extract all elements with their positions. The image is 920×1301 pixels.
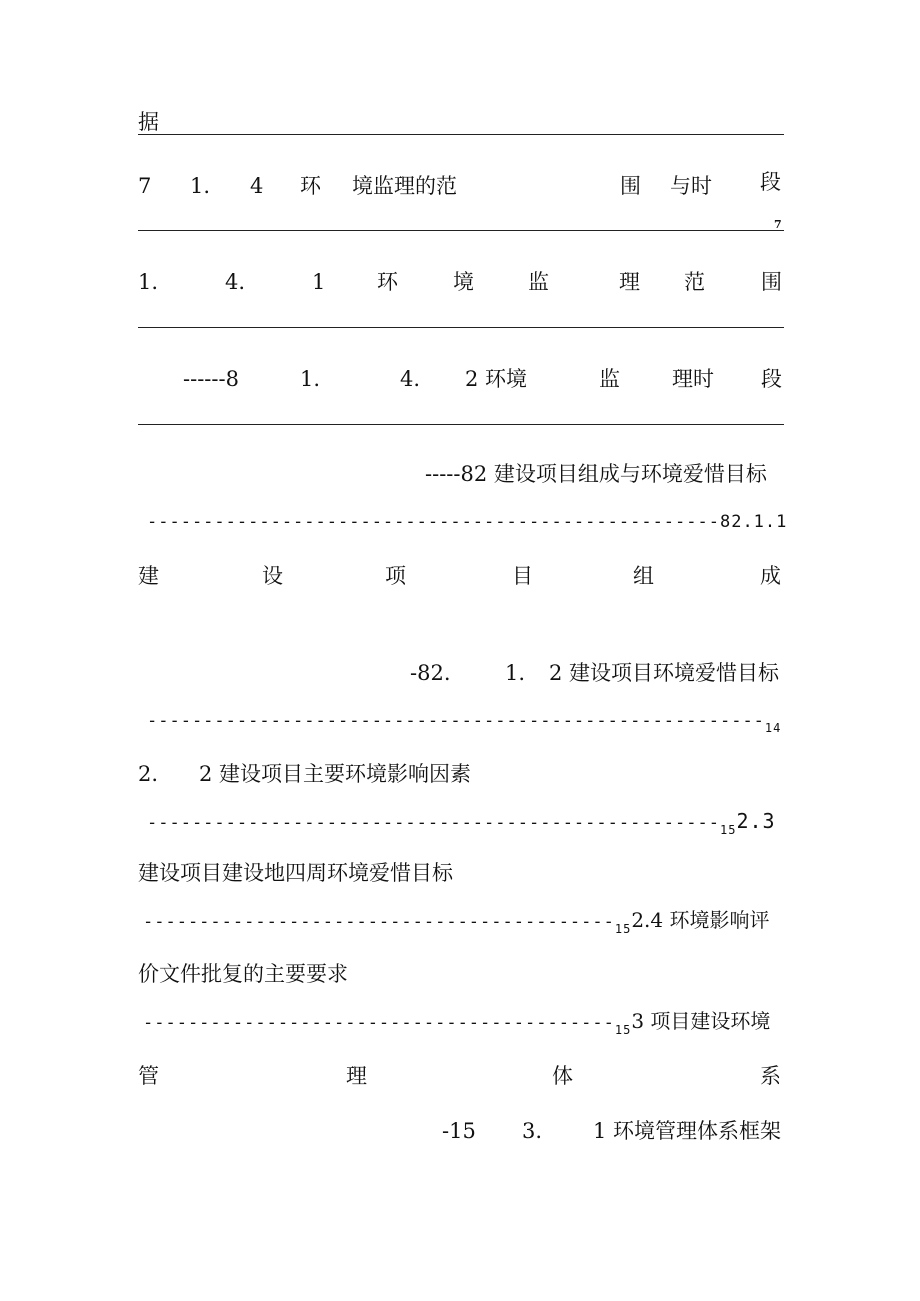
toc-text: 据 xyxy=(138,110,159,134)
toc-text: 1. xyxy=(505,661,526,685)
toc-text: 设 xyxy=(262,564,283,588)
toc-text: 2.4 环境影响评 xyxy=(631,908,770,932)
toc-page-number: 15 xyxy=(614,922,632,936)
toc-text: 段 xyxy=(760,170,781,194)
toc-leader: ------------------------------------------------------- xyxy=(147,711,765,731)
toc-text: 管 xyxy=(138,1064,159,1088)
toc-text: 组 xyxy=(633,564,654,588)
toc-text: 范 xyxy=(684,270,705,294)
toc-text: 理 xyxy=(346,1064,367,1088)
toc-text: 1 环境管理体系框架 xyxy=(593,1119,782,1143)
toc-text: 段 xyxy=(761,367,782,391)
toc-leader-line xyxy=(147,809,776,837)
toc-leader-line xyxy=(147,711,782,735)
toc-leader: ------------------------------------------ xyxy=(143,912,615,932)
toc-leader: ------------------------------------------ xyxy=(143,1013,615,1033)
toc-text: -82. xyxy=(410,661,451,685)
toc-text: 监 xyxy=(528,270,549,294)
toc-text: 1. xyxy=(190,174,211,198)
toc-page-number: 7 xyxy=(774,218,782,231)
toc-text: 4 xyxy=(250,174,264,198)
toc-text: 监 xyxy=(599,367,620,391)
toc-leader: --------------------------------------------------- xyxy=(147,813,720,833)
toc-leader-line xyxy=(143,1009,771,1037)
toc-text: 理 xyxy=(619,270,640,294)
toc-text: -----82 建设项目组成与环境爱惜目标 xyxy=(425,462,767,486)
toc-rule xyxy=(138,134,784,135)
toc-text: 3. xyxy=(522,1119,543,1143)
toc-text: 1. xyxy=(300,367,321,391)
toc-text: 与时 xyxy=(670,174,712,198)
toc-text: 4. xyxy=(400,367,421,391)
toc-text: 环 xyxy=(377,270,398,294)
toc-text: 3 项目建设环境 xyxy=(631,1009,771,1033)
toc-text: 7 xyxy=(138,174,152,198)
toc-page-number: 15 xyxy=(719,823,737,837)
toc-text: ------8 xyxy=(183,367,239,391)
toc-page-number: 14 xyxy=(764,721,782,735)
toc-text: 价文件批复的主要要求 xyxy=(138,962,348,986)
toc-page-number: 15 xyxy=(614,1023,632,1037)
toc-text: 境监理的范 xyxy=(352,174,457,198)
toc-text: -15 xyxy=(442,1119,476,1143)
toc-text: 2 建设项目主要环境影响因素 xyxy=(199,762,472,786)
toc-text: 境 xyxy=(453,270,474,294)
toc-text: 环 xyxy=(300,174,321,198)
toc-text: 4. xyxy=(225,270,246,294)
toc-text: 理时 xyxy=(672,367,714,391)
toc-text: 围 xyxy=(761,270,782,294)
toc-rule xyxy=(138,424,784,425)
toc-text: 围 xyxy=(620,174,641,198)
toc-text: 2.3 xyxy=(736,809,776,833)
toc-rule xyxy=(138,230,784,231)
toc-text: 建 xyxy=(138,564,159,588)
toc-text: 2 环境 xyxy=(465,367,528,391)
toc-rule xyxy=(138,327,784,328)
toc-text: 1. xyxy=(138,270,159,294)
toc-leader: ---------------------------------------------------82.1.1 xyxy=(147,512,788,532)
toc-text: 体 xyxy=(552,1064,573,1088)
toc-text: 1 xyxy=(312,270,326,294)
toc-text: 建设项目建设地四周环境爱惜目标 xyxy=(138,861,453,885)
toc-text: 2. xyxy=(138,762,159,786)
toc-text: 项 xyxy=(385,564,406,588)
toc-text: 2 建设项目环境爱惜目标 xyxy=(549,661,780,685)
toc-text: 目 xyxy=(512,564,533,588)
toc-text: 成 xyxy=(760,564,781,588)
toc-leader-line xyxy=(143,908,770,936)
toc-text: 系 xyxy=(760,1064,781,1088)
